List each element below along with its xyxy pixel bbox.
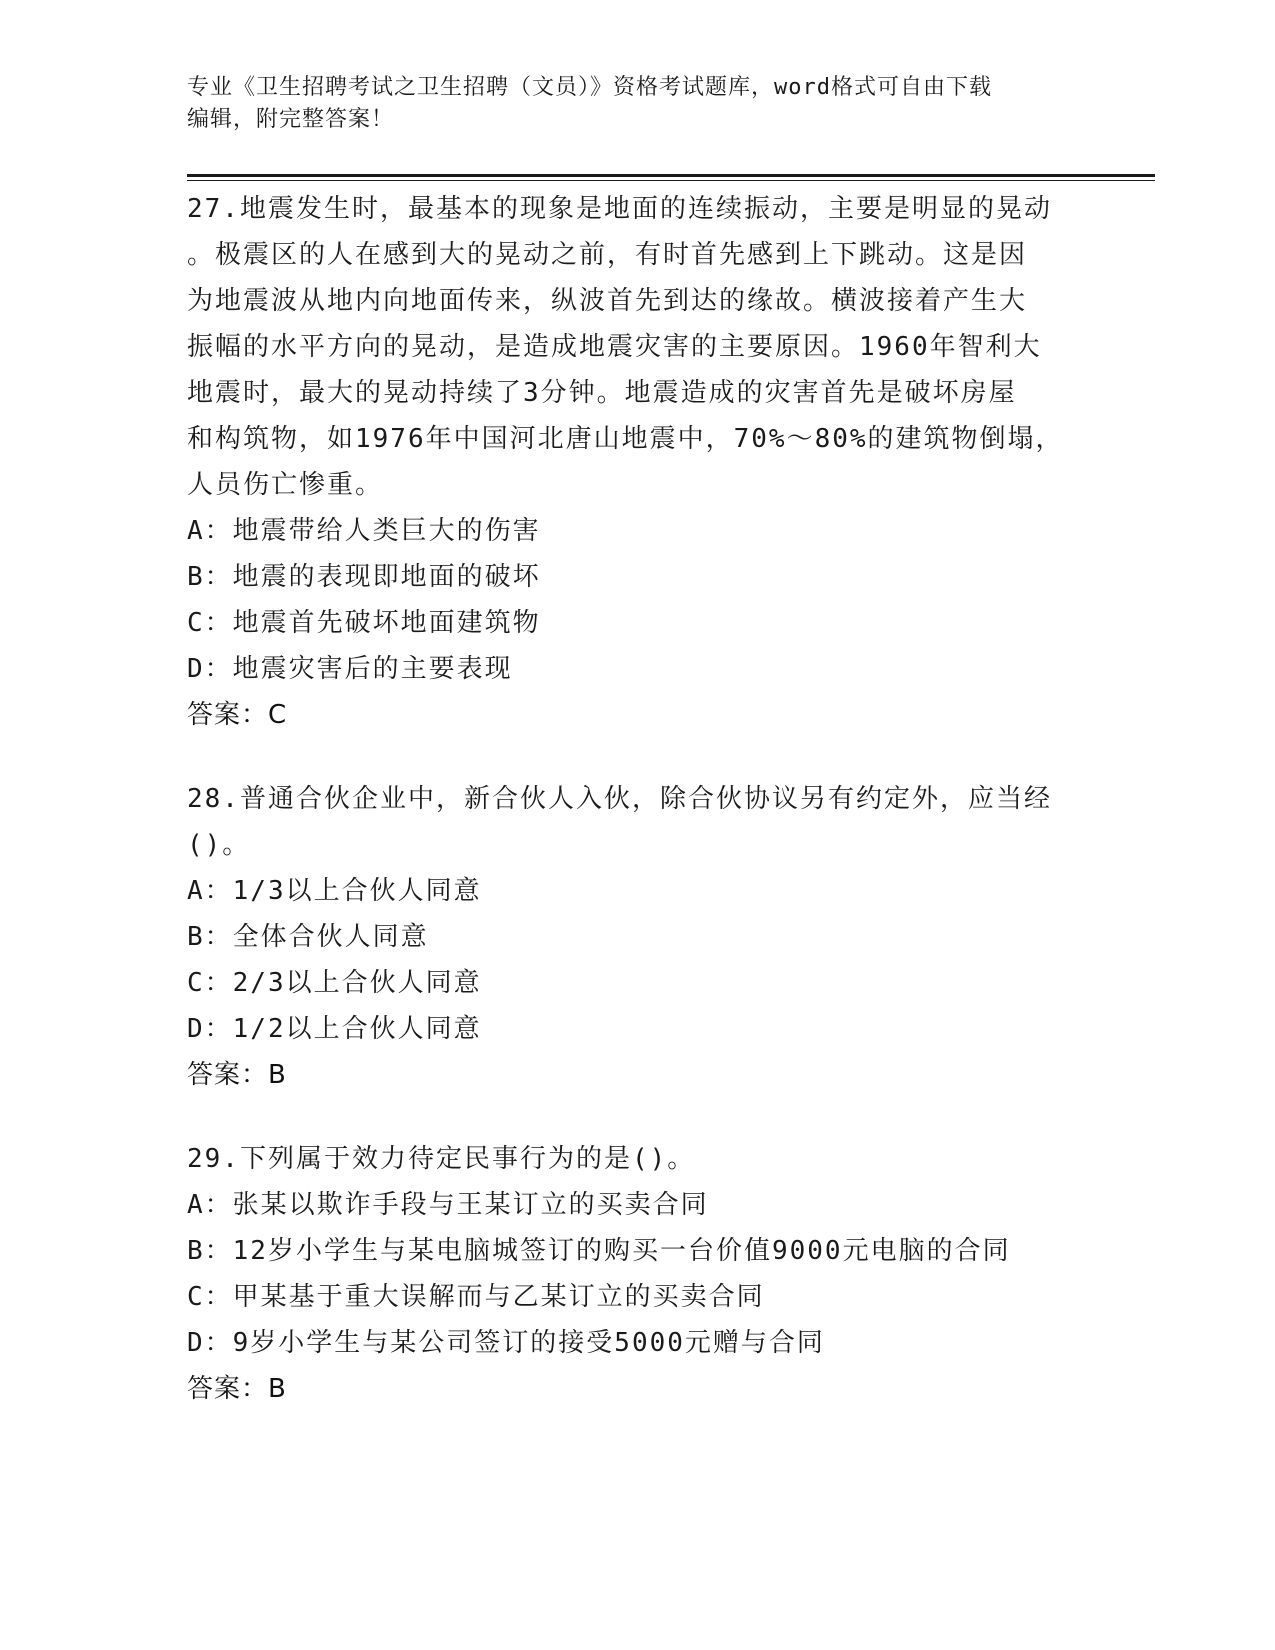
option-c: C：地震首先破坏地面建筑物 xyxy=(187,608,541,638)
question-stem-line: 28.普通合伙企业中，新合伙人入伙，除合伙协议另有约定外，应当经 xyxy=(187,784,1052,814)
option-b: B：地震的表现即地面的破坏 xyxy=(187,562,541,592)
header-divider-thick xyxy=(187,174,1155,177)
question-stem-line: 27.地震发生时，最基本的现象是地面的连续振动，主要是明显的晃动 xyxy=(187,194,1052,224)
question-stem-line: ()。 xyxy=(187,830,251,860)
question-stem-line: 振幅的水平方向的晃动，是造成地震灾害的主要原因。1960年智利大 xyxy=(187,332,1042,362)
question-list xyxy=(187,186,1087,1450)
option-a: A：1/3以上合伙人同意 xyxy=(187,876,482,906)
answer-label: 答案：B xyxy=(187,1374,287,1404)
question-stem-line: 人员伤亡惨重。 xyxy=(187,470,384,500)
answer-label: 答案：B xyxy=(187,1060,287,1090)
question-stem-line: 地震时，最大的晃动持续了3分钟。地震造成的灾害首先是破坏房屋 xyxy=(187,378,1017,408)
question-stem-line: 29.下列属于效力待定民事行为的是()。 xyxy=(187,1144,696,1174)
option-d: D：地震灾害后的主要表现 xyxy=(187,654,513,684)
option-c: C：2/3以上合伙人同意 xyxy=(187,968,482,998)
option-b: B：全体合伙人同意 xyxy=(187,922,429,952)
option-a: A：地震带给人类巨大的伤害 xyxy=(187,516,541,546)
header-title-line-2: 编辑，附完整答案！ xyxy=(187,107,395,132)
question-stem-line: 和构筑物，如1976年中国河北唐山地震中，70%～80%的建筑物倒塌， xyxy=(187,424,1064,454)
answer-label: 答案：C xyxy=(187,700,288,730)
question-27 xyxy=(187,186,1087,738)
question-stem-line: 。极震区的人在感到大的晃动之前，有时首先感到上下跳动。这是因 xyxy=(187,240,1028,270)
option-c: C：甲某基于重大误解而与乙某订立的买卖合同 xyxy=(187,1282,765,1312)
option-d: D：1/2以上合伙人同意 xyxy=(187,1014,482,1044)
document-header xyxy=(187,72,1087,136)
option-d: D：9岁小学生与某公司签订的接受5000元赠与合同 xyxy=(187,1328,825,1358)
header-divider-thin xyxy=(187,180,1155,181)
question-28 xyxy=(187,776,1087,1098)
header-title-line-1: 专业《卫生招聘考试之卫生招聘（文员）》资格考试题库，word格式可自由下载 xyxy=(187,75,992,100)
option-b: B：12岁小学生与某电脑城签订的购买一台价值9000元电脑的合同 xyxy=(187,1236,1011,1266)
question-29 xyxy=(187,1136,1087,1412)
question-stem-line: 为地震波从地内向地面传来，纵波首先到达的缘故。横波接着产生大 xyxy=(187,286,1028,316)
option-a: A：张某以欺诈手段与王某订立的买卖合同 xyxy=(187,1190,709,1220)
